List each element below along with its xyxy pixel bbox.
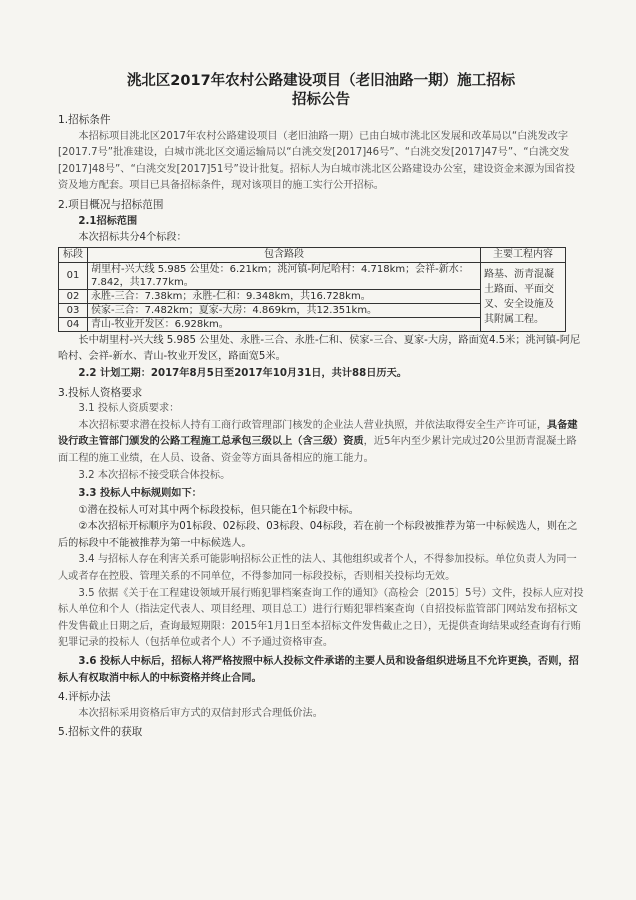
section-1-body: 本招标项目洮北区2017年农村公路建设项目（老旧油路一期）已由白城市洮北区发展和改革局以“白洮发改字[2017.7号”批准建设，白城市洮北区交通运输局以“白洮交发[2017]46号”、“白洮交发[2017]47号”、“白洮交发[2017]48号”、“白洮交发[2017]51号”设计批复。招标人为白城市洮北区公路建设办公室，建设资金来源为国省投资及地方配套。项目已具备招标条件，现对该项目的施工实行公开招标。 [58, 130, 576, 192]
rule-2: ②本次招标开标顺序为01标段、02标段、03标段、04标段，若在前一个标段被推荐为第一中标候选人，则在之后的标段中不能被推荐为第一中标候选人。 [58, 521, 578, 549]
lot-sections: 永胜-三合：7.38km；永胜-仁和：9.348km，共16.728km。 [88, 289, 481, 303]
table-row [59, 262, 566, 289]
header-main-works: 主要工程内容 [481, 247, 566, 262]
rule-1: ①潜在投标人可对其中两个标段投标，但只能在1个标段中标。 [78, 504, 359, 516]
section-3-1-body [58, 418, 584, 468]
lot-number: 04 [59, 317, 88, 331]
section-4-heading: 4.评标办法 [58, 691, 111, 704]
section-3-3-heading: 3.3 投标人中标规则如下： [78, 488, 202, 500]
header-lot: 标段 [59, 247, 88, 262]
lot-number: 03 [59, 303, 88, 317]
section-3-heading: 3.投标人资格要求 [58, 386, 143, 399]
section-3-2: 3.2 本次招标不接受联合体投标。 [78, 469, 231, 481]
lot-sections: 青山-牧业开发区：6.928km。 [88, 317, 481, 331]
section-2-1-intro: 本次招标共分4个标段： [78, 232, 187, 244]
header-road-sections: 包含路段 [88, 247, 481, 262]
qualification-text-bold: 具备建设行政主管部门颁发的公路工程施工总承包三级以上（含三级）资质 [58, 419, 578, 448]
section-2-1-heading: 2.1招标范围 [78, 215, 138, 227]
section-2-2-schedule: 2.2 计划工期：2017年8月5日至2017年10月31日，共计88日历天。 [78, 367, 407, 379]
lot-sections: 胡里村-兴大线 5.985 公里处：6.21km；洮河镇-阿尼哈村：4.718km；会祥-新水：7.842，共17.77km。 [88, 262, 481, 289]
section-2-heading: 2.项目概况与招标范围 [58, 198, 164, 211]
section-5-heading: 5.招标文件的获取 [58, 726, 143, 739]
section-3-1-heading: 3.1 投标人资质要求： [78, 403, 180, 415]
lot-number: 01 [59, 262, 88, 289]
section-4-body: 本次招标采用资格后审方式的双信封形式合理低价法。 [78, 707, 323, 719]
section-1-heading: 1.招标条件 [58, 114, 111, 126]
qualification-text-a: 本次招标要求潜在投标人持有工商行政管理部门核发的企业法人营业执照，并依法取得安全生产许可证， [78, 419, 548, 431]
title-line-1: 洮北区2017年农村公路建设项目（老旧油路一期）施工招标 [126, 73, 516, 89]
lot-sections: 侯家-三合：7.482km；夏家-大房：4.869km，共12.351km。 [88, 303, 481, 317]
section-3-5: 3.5 依据《关于在工程建设领域开展行贿犯罪档案查询工作的通知》（高检会〔2015〕5号）文件，投标人应对投标人单位和个人（指法定代表人、项目经理、项目总工）进行行贿犯罪档案查询（自招投标监管部门网站发布招标文件发售截止日期之后，查询最短期限：2015年1月1日至本招标文件发售截止之日），无提供查询结果或经查询有行贿犯罪记录的投标人（包括单位或者个人）不予通过资格审查。 [58, 587, 584, 649]
main-works-cell: 路基、沥青混凝土路面、平面交叉、安全设施及其附属工程。 [481, 262, 566, 331]
document-title [58, 72, 584, 110]
table-header-row [59, 247, 566, 262]
section-3-4: 3.4 与招标人存在利害关系可能影响招标公正性的法人、其他组织或者个人，不得参加投标。单位负责人为同一人或者存在控股、管理关系的不同单位，不得参加同一标段投标，否则相关投标均无效。 [58, 554, 577, 583]
title-line-2: 招标公告 [292, 92, 350, 108]
road-width-note: 长中胡里村-兴大线 5.985 公里处、永胜-三合、永胜-仁和、侯家-三合、夏家-大房，路面宽4.5米；洮河镇-阿尼哈村、会祥-新水、青山-牧业开发区，路面宽5米。 [58, 334, 581, 363]
lot-number: 02 [59, 289, 88, 303]
qualification-text-c: ，近5年内至少累计完成过20公里沥青混凝土路面工程的施工业绩，在人员、设备、资金等方面具备相应的施工能力。 [58, 436, 577, 464]
section-3-6: 3.6 投标人中标后，招标人将严格按照中标人投标文件承诺的主要人员和设备组织进场且不允许更换，否则，招标人有权取消中标人的中标资格并终止合同。 [58, 656, 579, 684]
lots-table [58, 247, 566, 332]
